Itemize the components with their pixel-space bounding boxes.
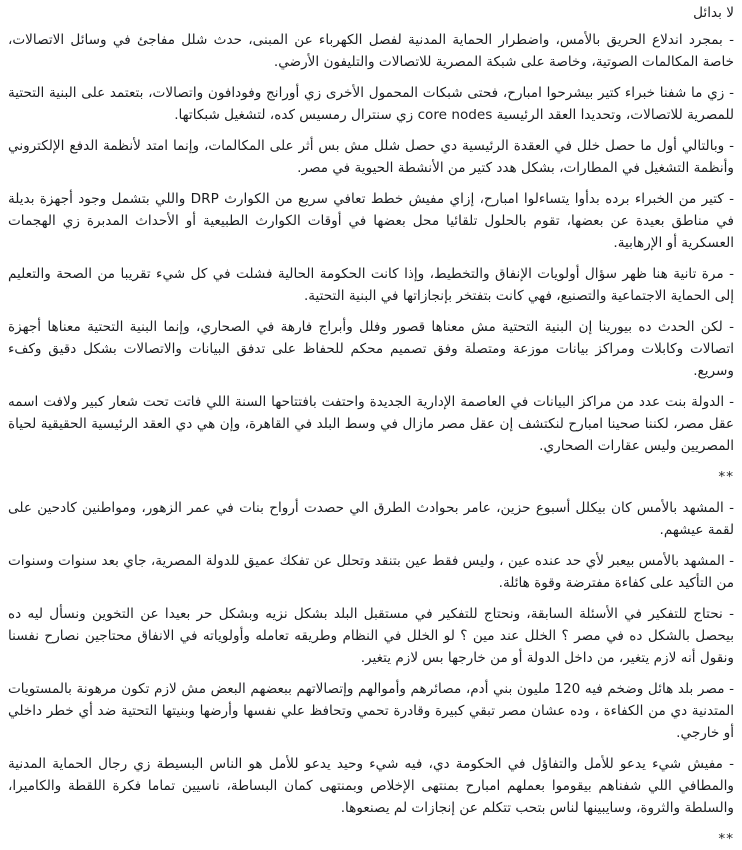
paragraph-payment-systems: - وبالتالي أول ما حصل خلل في العقدة الرئيسية دي حصل شلل مش بس أثر على المكالمات، وإنما امتد لأنظمة الدفع الإلكتروني وأنظمة التشغيل في المطارات، بشكل هدد كتير من الأنشطة الحيوية في مصر. [8, 138, 734, 176]
post-heading: لا بدائل [693, 5, 734, 21]
section-separator-end: ** [718, 831, 734, 847]
paragraph-disaster-recovery: - كتير من الخبراء برده بدأوا يتساءلوا امبارح، إزاي مفيش خطط تعافي سريع من الكوارث DRP واللي بتشمل وجود أجهزة بديلة في مناطق بعيدة عن بعضها، تقوم بالحلول تلقائيا محل بعضها في أوقات الكوارث الطبيعية أو الأحداث المدبرة زي الهجمات العسكرية أو الإرهابية. [8, 191, 734, 251]
paragraph-egypt-great-country: - مصر بلد هائل وضخم فيه 120 مليون بني أدم، مصائرهم وأموالهم وإتصالاتهم ببعضهم البعض مش لازم تكون مرهونة بالمستويات المتدنية دي من الكفاءة ، وده عشان مصر تبقي كبيرة وقادرة تحمي وتحافظ علي نفسها وأرضها وبنيتها التحتية ضد أي خطر داخلي أو خارجي. [8, 681, 734, 741]
paragraph-mobile-networks: - زي ما شفنا خبراء كتير بيشرحوا امبارح، فحتى شبكات المحمول الأخرى زي أورانج وفودافون واتصالات، بتعتمد على البنية التحتية للمصرية للاتصالات، وتحديدا العقد الرئيسية core nodes زي سنترال رمسيس كده، لتشغيل شبكاتها. [8, 85, 734, 123]
paragraph-state-disintegration: - المشهد بالأمس بيعبر لأي حد عنده عين ، وليس فقط عين بتنقد وتحلل عن تفكك عميق للدولة المصرية، جاي بعد سنوات وسنوات من التأكيد على كفاءة مفترضة وقوة هائلة. [8, 553, 734, 591]
paragraph-infrastructure-meaning: - لكن الحدث ده بيورينا إن البنية التحتية مش معناها قصور وفلل وأبراج فارهة في الصحاري، وإنما البنية التحتية معناها أجهزة اتصالات وكابلات ومراكز بيانات موزعة ومتصلة وفق تصميم محكم للحفاظ على تدفق البيانات والاتصالات بشكل دقيق وكفء وسريع. [8, 319, 734, 379]
paragraph-need-to-think: - نحتاج للتفكير في الأسئلة السابقة، ونحتاج للتفكير في مستقبل البلد بشكل نزيه وبشكل حر بعيدا عن التخوين ونسأل ليه ده بيحصل بالشكل ده في مصر ؟ الخلل عند مين ؟ لو الخلل في النظام وطريقه تعامله وأولوياته في الانفاق محتاجين نصارح نفسنا ونقول أنه لازم يتغير، من داخل الدولة أو من خارجها بس لازم يتغير. [8, 606, 734, 666]
paragraph-data-centers: - الدولة بنت عدد من مراكز البيانات في العاصمة الإدارية الجديدة واحتفت بافتتاحها السنة اللي فاتت تحت شعار كبير ولافت اسمه عقل مصر، لكننا صحينا امبارح لنكتشف إن عقل مصر مازال في وسط البلد في القاهرة، وإن هي دي العقد الرئيسية الحقيقية لحياة المصريين وليس عقارات الصحاري. [8, 394, 734, 454]
section-separator: ** [718, 469, 734, 485]
paragraph-hope-civil-defense: - مفيش شيء يدعو للأمل والتفاؤل في الحكومة دي، فيه شيء وحيد يدعو للأمل هو الناس البسيطة زي رجال الحماية المدنية والمطافي اللي شفناهم بيقوموا بعملهم امبارح بمنتهى الإخلاص وبمنتهى كمان البساطة، ناسيين تماما فكرة اللقطة والكاميرا، والسلطة والثروة، وسايبينها لناس بتحب تتكلم عن إنجازات لم يصنعوها. [8, 756, 734, 816]
paragraph-fire-outage: - بمجرد اندلاع الحريق بالأمس، واضطرار الحماية المدنية لفصل الكهرباء عن المبنى، حدث شلل مفاجئ في وسائل الاتصالات، خاصة المكالمات الصوتية، وخاصة على شبكة المصرية للاتصالات والتليفون الأرضي. [8, 32, 734, 70]
paragraph-spending-priorities: - مرة تانية هنا ظهر سؤال أولويات الإنفاق والتخطيط، وإذا كانت الحكومة الحالية فشلت في كل شيء تقريبا من الصحة والتعليم إلى الحماية الاجتماعية والتصنيع، فهي كانت بتفتخر بإنجازاتها في البنية التحتية. [8, 266, 734, 304]
paragraph-sad-week: - المشهد بالأمس كان بيكلل أسبوع حزين، عامر بحوادث الطرق الي حصدت أرواح بنات في عمر الزهور، ومواطنين كادحين على لقمة عيشهم. [8, 500, 734, 538]
